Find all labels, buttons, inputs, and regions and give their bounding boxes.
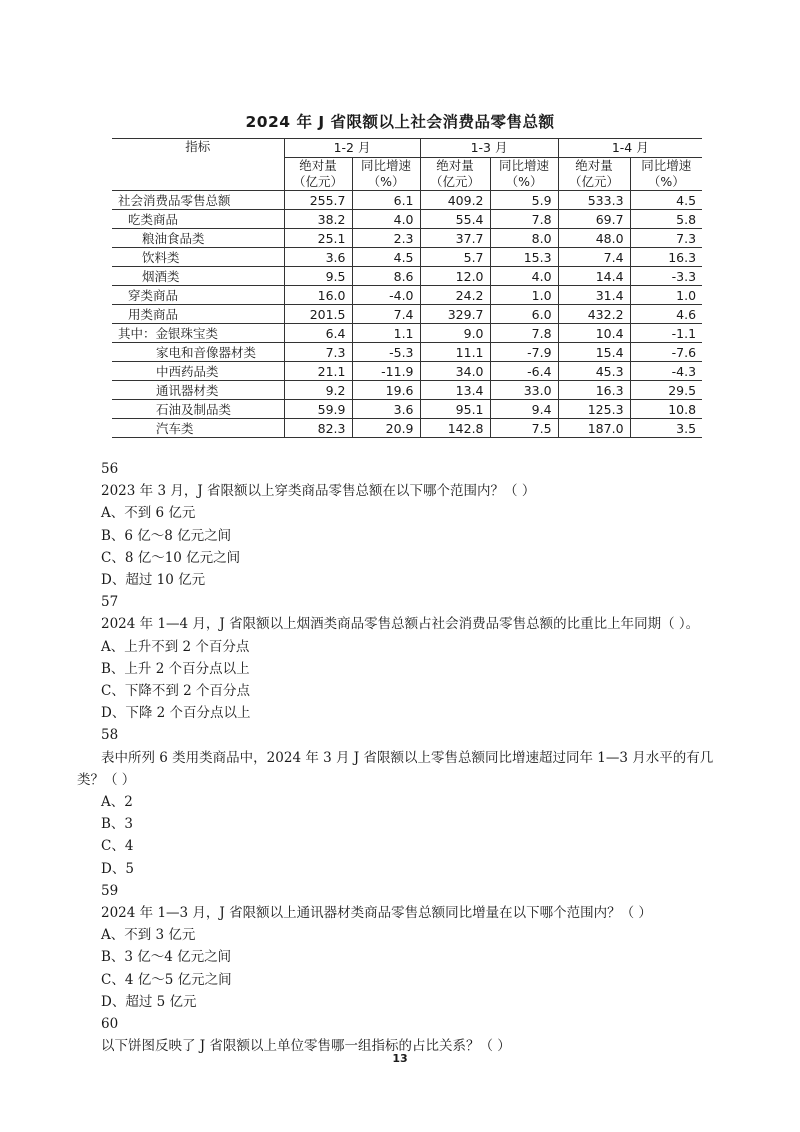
answer-option[interactable]: D、超过 5 亿元 (101, 993, 197, 1010)
table-cell: 7.4 (352, 305, 420, 324)
table-cell: 33.0 (490, 381, 558, 400)
table-cell: 329.7 (420, 305, 490, 324)
table-cell: 7.5 (490, 419, 558, 438)
table-cell: 4.5 (630, 191, 702, 210)
row-label: 通讯器材类 (112, 381, 284, 400)
question-text: 以下饼图反映了 J 省限额以上单位零售哪一组指标的占比关系？（ ） (101, 1038, 511, 1055)
table-cell: 24.2 (420, 286, 490, 305)
row-label: 吃类商品 (112, 210, 284, 229)
table-cell: 6.4 (284, 324, 352, 343)
table-cell: 8.0 (490, 229, 558, 248)
table-cell: 48.0 (558, 229, 630, 248)
header-period: 1-2 月 (284, 139, 420, 158)
answer-option[interactable]: C、8 亿～10 亿元之间 (101, 549, 241, 566)
table-cell: 7.8 (490, 324, 558, 343)
header-yoy: 同比增速 （%） (630, 158, 702, 191)
table-cell: 9.0 (420, 324, 490, 343)
answer-option[interactable]: B、3 亿～4 亿元之间 (101, 949, 232, 966)
question-number: 57 (101, 594, 119, 611)
table-cell: 38.2 (284, 210, 352, 229)
table-cell: 34.0 (420, 362, 490, 381)
table-row (112, 191, 702, 210)
table-row (112, 343, 702, 362)
table-cell: 1.0 (630, 286, 702, 305)
header-abs: 绝对量 （亿元） (558, 158, 630, 191)
table-cell: 6.0 (490, 305, 558, 324)
row-label: 烟酒类 (112, 267, 284, 286)
table-cell: 7.4 (558, 248, 630, 267)
table-cell: 55.4 (420, 210, 490, 229)
table-row (112, 419, 702, 438)
table-row (112, 267, 702, 286)
question-number: 60 (101, 1016, 119, 1033)
answer-option[interactable]: A、上升不到 2 个百分点 (101, 638, 250, 655)
table-cell: 187.0 (558, 419, 630, 438)
table-cell: 4.0 (352, 210, 420, 229)
row-label: 粮油食品类 (112, 229, 284, 248)
table-cell: 3.6 (352, 400, 420, 419)
row-label: 家电和音像器材类 (112, 343, 284, 362)
table-row (112, 286, 702, 305)
table-cell: 5.9 (490, 191, 558, 210)
table-cell: 14.4 (558, 267, 630, 286)
row-label: 穿类商品 (112, 286, 284, 305)
row-label: 其中：金银珠宝类 (112, 324, 284, 343)
table-row (112, 362, 702, 381)
question-number: 59 (101, 882, 119, 899)
table-cell: 15.3 (490, 248, 558, 267)
table-cell: -1.1 (630, 324, 702, 343)
table-cell: 5.7 (420, 248, 490, 267)
table-cell: 4.0 (490, 267, 558, 286)
table-cell: 2.3 (352, 229, 420, 248)
question-list (77, 458, 731, 1057)
row-label: 汽车类 (112, 419, 284, 438)
table-cell: 82.3 (284, 419, 352, 438)
answer-option[interactable]: B、3 (101, 816, 134, 833)
answer-option[interactable]: D、超过 10 亿元 (101, 572, 206, 589)
table-cell: 45.3 (558, 362, 630, 381)
table-cell: 5.8 (630, 210, 702, 229)
table-cell: 9.4 (490, 400, 558, 419)
table-cell: 59.9 (284, 400, 352, 419)
answer-option[interactable]: C、下降不到 2 个百分点 (101, 683, 251, 700)
table-cell: 69.7 (558, 210, 630, 229)
table-cell: 125.3 (558, 400, 630, 419)
table-cell: 432.2 (558, 305, 630, 324)
table-cell: 29.5 (630, 381, 702, 400)
table-cell: 142.8 (420, 419, 490, 438)
table-row (112, 248, 702, 267)
header-yoy: 同比增速 （%） (352, 158, 420, 191)
table-cell: 31.4 (558, 286, 630, 305)
header-abs: 绝对量 （亿元） (420, 158, 490, 191)
question-number: 56 (101, 461, 119, 477)
row-label: 石油及制品类 (112, 400, 284, 419)
table-title: 2024 年 J 省限额以上社会消费品零售总额 (245, 113, 555, 131)
question-text: 表中所列 6 类用类商品中，2024 年 3 月 J 省限额以上零售总额同比增速超过同年 1—3 月水平的有几类？（ ） (77, 749, 714, 788)
table-cell: -4.3 (630, 362, 702, 381)
table-cell: 1.0 (490, 286, 558, 305)
table-cell: 16.3 (630, 248, 702, 267)
table-cell: 3.6 (284, 248, 352, 267)
table-cell: 25.1 (284, 229, 352, 248)
answer-option[interactable]: D、下降 2 个百分点以上 (101, 705, 251, 722)
row-label: 饮料类 (112, 248, 284, 267)
table-cell: -7.6 (630, 343, 702, 362)
table-cell: 12.0 (420, 267, 490, 286)
table-cell: 20.9 (352, 419, 420, 438)
table-cell: 16.0 (284, 286, 352, 305)
table-cell: 8.6 (352, 267, 420, 286)
table-cell: -4.0 (352, 286, 420, 305)
table-cell: 10.4 (558, 324, 630, 343)
table-cell: 4.6 (630, 305, 702, 324)
table-cell: -6.4 (490, 362, 558, 381)
table-row (112, 324, 702, 343)
table-cell: 13.4 (420, 381, 490, 400)
table-cell: 15.4 (558, 343, 630, 362)
header-period: 1-4 月 (558, 139, 702, 158)
answer-option[interactable]: C、4 亿～5 亿元之间 (101, 971, 232, 988)
answer-option[interactable]: B、6 亿～8 亿元之间 (101, 527, 232, 544)
table-cell: 19.6 (352, 381, 420, 400)
table-cell: 255.7 (284, 191, 352, 210)
row-label: 用类商品 (112, 305, 284, 324)
table-cell: 1.1 (352, 324, 420, 343)
table-cell: 21.1 (284, 362, 352, 381)
row-label: 中西药品类 (112, 362, 284, 381)
table-cell: 201.5 (284, 305, 352, 324)
question-text: 2023 年 3 月，J 省限额以上穿类商品零售总额在以下哪个范围内？（ ） (101, 483, 536, 500)
answer-option[interactable]: A、不到 3 亿元 (101, 927, 196, 944)
table-cell: 4.5 (352, 248, 420, 267)
table-row (112, 210, 702, 229)
table-cell: 409.2 (420, 191, 490, 210)
table-cell: 37.7 (420, 229, 490, 248)
table-cell: 7.8 (490, 210, 558, 229)
table-cell: 9.2 (284, 381, 352, 400)
table-cell: -3.3 (630, 267, 702, 286)
answer-option[interactable]: A、2 (101, 794, 133, 811)
answer-option[interactable]: B、上升 2 个百分点以上 (101, 660, 250, 677)
answer-option[interactable]: C、4 (101, 838, 134, 855)
table-cell: 3.5 (630, 419, 702, 438)
row-label: 社会消费品零售总额 (112, 191, 284, 210)
page-number: 13 (392, 1052, 408, 1065)
table-cell: 6.1 (352, 191, 420, 210)
question-text: 2024 年 1—4 月，J 省限额以上烟酒类商品零售总额占社会消费品零售总额的比重比上年同期（ ）。 (101, 616, 700, 633)
table-row (112, 229, 702, 248)
table-row (112, 381, 702, 400)
table-cell: 95.1 (420, 400, 490, 419)
table-cell: -7.9 (490, 343, 558, 362)
header-abs: 绝对量 （亿元） (284, 158, 352, 191)
table-row (112, 400, 702, 419)
table-cell: 10.8 (630, 400, 702, 419)
question-number: 58 (101, 727, 119, 744)
table-cell: 11.1 (420, 343, 490, 362)
table-cell: 7.3 (630, 229, 702, 248)
header-indicator: 指标 (112, 139, 284, 191)
header-yoy: 同比增速 （%） (490, 158, 558, 191)
table-row (112, 305, 702, 324)
table-cell: 9.5 (284, 267, 352, 286)
table-cell: 533.3 (558, 191, 630, 210)
table-cell: -11.9 (352, 362, 420, 381)
table-cell: -5.3 (352, 343, 420, 362)
question-text: 2024 年 1—3 月，J 省限额以上通讯器材类商品零售总额同比增量在以下哪个范围内？（ ） (101, 905, 652, 922)
answer-option[interactable]: A、不到 6 亿元 (101, 505, 196, 522)
table-cell: 16.3 (558, 381, 630, 400)
answer-option[interactable]: D、5 (101, 860, 134, 877)
retail-sales-table (112, 138, 702, 438)
header-period: 1-3 月 (420, 139, 558, 158)
table-cell: 7.3 (284, 343, 352, 362)
